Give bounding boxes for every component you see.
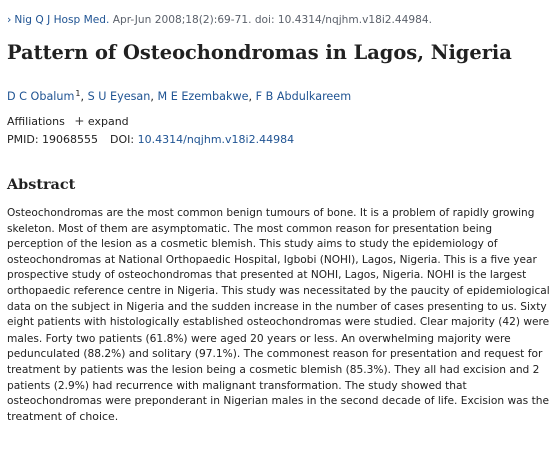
abstract-heading: Abstract <box>7 176 76 193</box>
abstract-line: data on the subject in Nigeria and the sudden increase in the number of cases presenting to us. Sixty <box>7 300 547 313</box>
article-title: Pattern of Osteochondromas in Lagos, Nigeria <box>7 41 512 64</box>
abstract-line: males. Forty two patients (61.8%) were aged 20 years or less. An overwhelming majority were <box>7 331 511 345</box>
abstract-line: eight patients with histologically established osteochondromas were studied. Clear majority (42) were <box>7 316 550 329</box>
author-link[interactable]: M E Ezembakwe <box>157 90 249 103</box>
abstract-line: prospective study of osteochondromas that presented at NOHI, Lagos, Nigeria. NOHI is the largest <box>7 269 527 282</box>
abstract-line: patients (2.9%) had recurrence with malignant transformation. The study showed that <box>7 378 467 392</box>
abstract-line: orthopaedic reference centre in Nigeria. This study was necessitated by the paucity of epidemiological <box>7 284 550 297</box>
citation-details: Apr-Jun 2008;18(2):69-71. doi: 10.4314/nqjhm.v18i2.44984. <box>112 14 432 26</box>
pmid-value: 19068555 <box>42 133 99 146</box>
doi-label: DOI: <box>110 133 135 146</box>
author-link[interactable]: S U Eyesan <box>87 90 151 103</box>
author-list: D C Obalum$^1$, S U Eyesan, M E Ezembakwe, F B Abdulkareem <box>7 89 352 103</box>
affiliations-label: Affiliations <box>7 115 65 128</box>
abstract-line: osteochondromas at National Orthopaedic Hospital, Igbobi (NOHI), Lagos, Nigeria. This is a five year <box>7 253 537 266</box>
author-link[interactable]: D C Obalum <box>7 90 75 103</box>
identifiers-row <box>7 133 294 147</box>
abstract-line: osteochondromas were preponderant in Nigerian males in the second decade of life. Excision was the <box>7 394 550 408</box>
abstract-line: treatment by patients was the lesion being a cosmetic blemish (85.3%). They all had excision and 2 <box>7 362 540 376</box>
author-affiliation-number[interactable]: 1 <box>75 89 81 98</box>
abstract-line: treatment of choice. <box>7 409 119 423</box>
abstract-line: perception of the lesion as a cosmetic blemish. This study aims to study the epidemiology of <box>7 238 498 251</box>
pmid-label: PMID: <box>7 133 39 146</box>
abstract-line: Osteochondromas are the most common benign tumours of bone. It is a problem of rapidly growing <box>7 207 535 219</box>
affiliations-row <box>7 114 129 129</box>
chevron-right-icon[interactable]: › <box>7 13 12 26</box>
abstract-line: pedunculated (88.2%) and solitary (97.1%). The commonest reason for presentation and request for <box>7 347 543 361</box>
abstract-line: skeleton. Most of them are asymptomatic. The most common reason for presentation being <box>7 222 493 235</box>
journal-link[interactable]: Nig Q J Hosp Med. <box>14 14 110 26</box>
citation-line <box>7 13 432 27</box>
doi-link[interactable]: 10.4314/nqjhm.v18i2.44984 <box>137 133 295 146</box>
affiliations-expand-button[interactable] <box>68 115 128 128</box>
expand-label: expand <box>87 115 129 128</box>
abstract-text <box>7 206 550 424</box>
plus-icon: + <box>74 114 85 128</box>
author-link[interactable]: F B Abdulkareem <box>255 90 352 103</box>
